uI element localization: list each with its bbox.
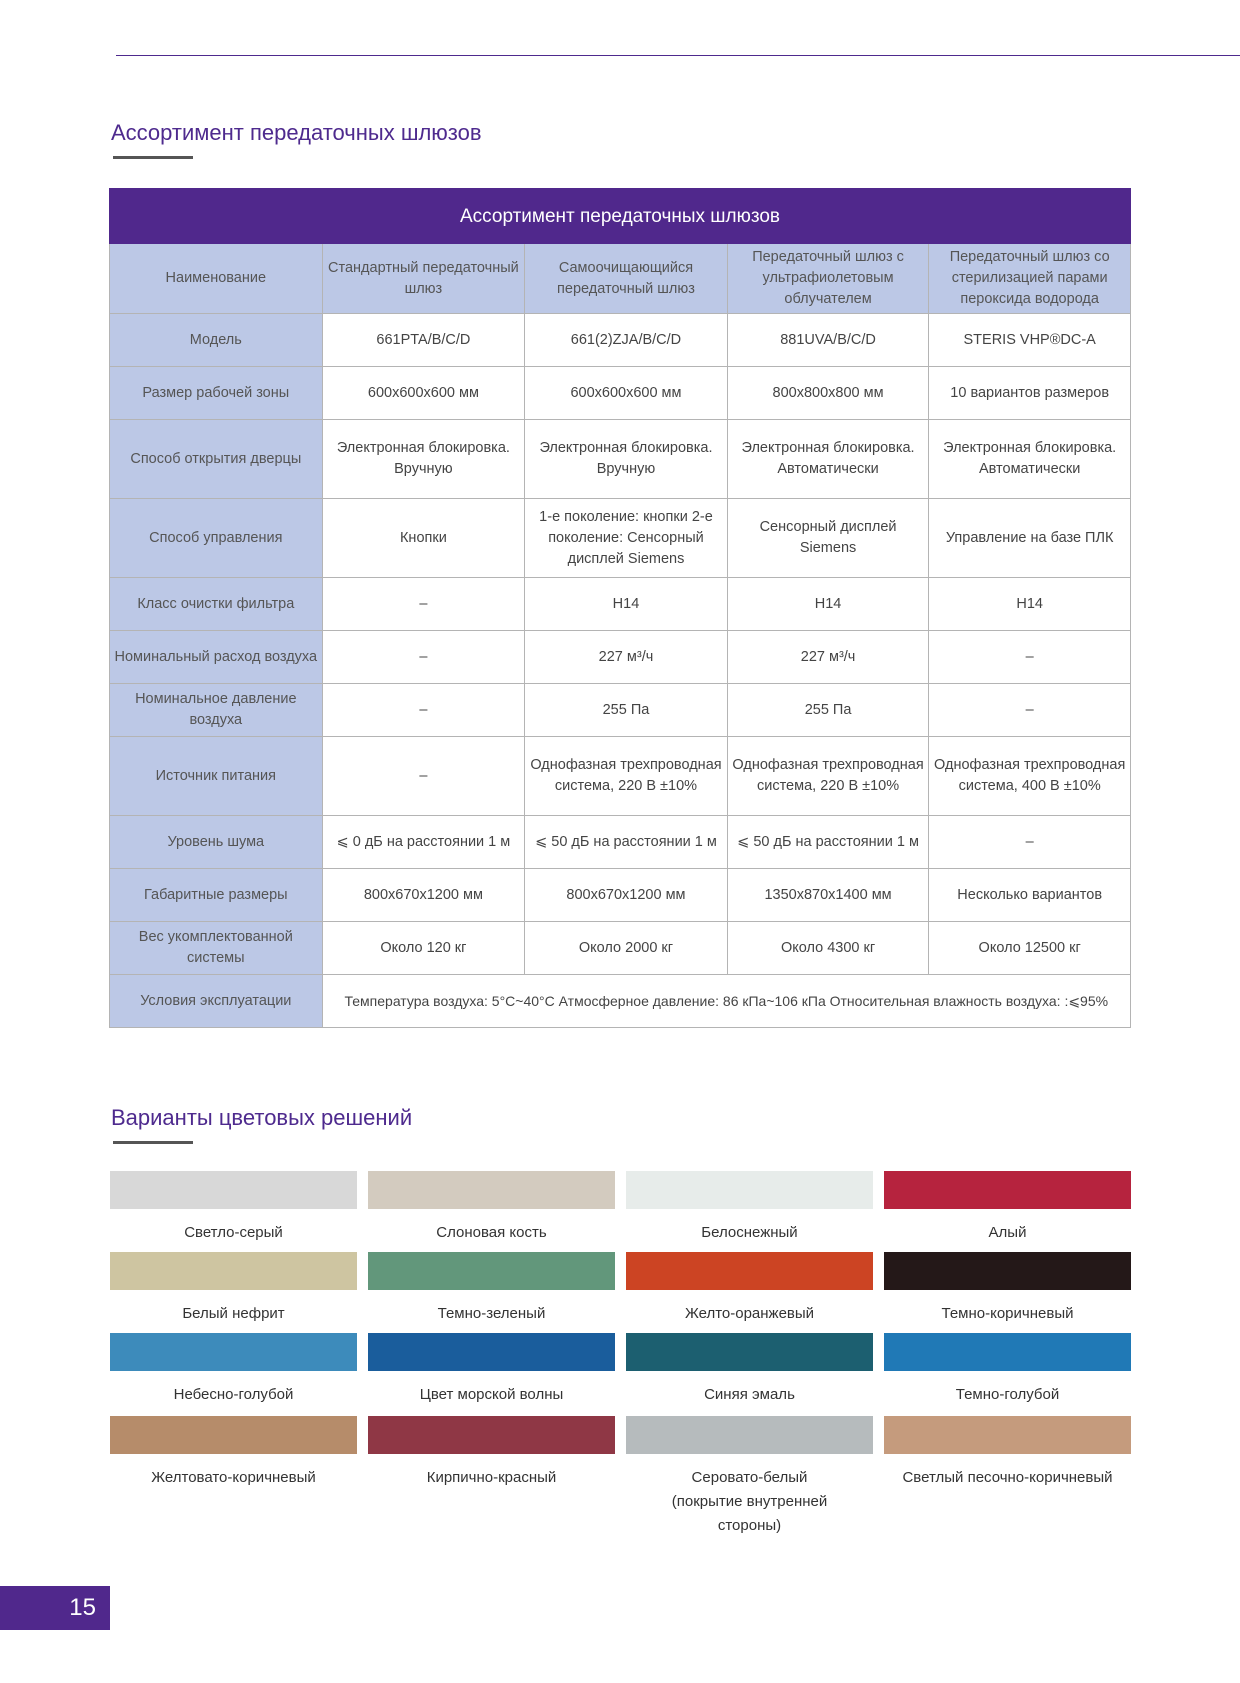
table-cell: 661PTA/B/C/D	[322, 314, 525, 367]
color-label: Темно-голубой	[955, 1386, 1060, 1403]
section-title-range: Ассортимент передаточных шлюзов	[111, 120, 482, 145]
color-label: Слоновая кость	[436, 1224, 547, 1241]
table-cell: 1-е поколение: кнопки 2-е поколение: Сенсорный дисплей Siemens	[525, 499, 728, 578]
spec-table	[109, 188, 1131, 1028]
color-swatch	[884, 1252, 1131, 1326]
table-cell: 661(2)ZJA/B/C/D	[525, 314, 728, 367]
color-bar	[884, 1252, 1131, 1290]
color-bar	[110, 1252, 357, 1290]
table-cell: Около 120 кг	[322, 922, 525, 975]
row-label: Вес укомплектованной системы	[110, 922, 323, 975]
table-cell: –	[322, 684, 525, 737]
color-bar	[368, 1416, 615, 1454]
table-cell: 600x600x600 мм	[525, 367, 728, 420]
table-cell: H14	[525, 578, 728, 631]
table-cell: 1350x870x1400 мм	[727, 869, 929, 922]
table-row	[110, 420, 1131, 499]
table-row	[110, 631, 1131, 684]
color-bar	[368, 1171, 615, 1209]
color-swatch	[368, 1252, 615, 1326]
table-cell: Электронная блокировка. Вручную	[322, 420, 525, 499]
table-cell: –	[929, 631, 1131, 684]
color-label: Темно-зеленый	[437, 1305, 546, 1322]
row-label: Уровень шума	[110, 816, 323, 869]
table-cell: Около 12500 кг	[929, 922, 1131, 975]
table-cell: H14	[929, 578, 1131, 631]
color-label: Темно-коричневый	[941, 1305, 1074, 1322]
table-cell: Около 2000 кг	[525, 922, 728, 975]
color-swatch	[368, 1171, 615, 1245]
table-cell: Однофазная трехпроводная система, 220 В ±10%	[727, 737, 929, 816]
table-row	[110, 499, 1131, 578]
table-row	[110, 367, 1131, 420]
color-label: Белый нефрит	[182, 1305, 285, 1322]
color-bar	[884, 1171, 1131, 1209]
color-swatch	[884, 1416, 1131, 1490]
table-row	[110, 684, 1131, 737]
color-swatch	[626, 1333, 873, 1407]
table-cell: Несколько вариантов	[929, 869, 1131, 922]
color-label: Желтовато-коричневый	[151, 1469, 316, 1486]
section-title-underline	[113, 1141, 193, 1144]
color-label: Серовато-белый (покрытие внутренней стороны)	[671, 1469, 828, 1534]
color-swatch	[884, 1333, 1131, 1407]
table-cell: –	[929, 684, 1131, 737]
table-cell: Однофазная трехпроводная система, 220 В ±10%	[525, 737, 728, 816]
table-cell: 10 вариантов размеров	[929, 367, 1131, 420]
row-label: Способ открытия дверцы	[110, 420, 323, 499]
row-label: Способ управления	[110, 499, 323, 578]
table-row	[110, 975, 1131, 1028]
row-label: Класс очистки фильтра	[110, 578, 323, 631]
color-swatch	[368, 1416, 615, 1490]
color-label: Светло-серый	[184, 1224, 283, 1241]
table-cell: –	[322, 631, 525, 684]
color-label: Небесно-голубой	[173, 1386, 294, 1403]
row-label: Условия эксплуатации	[110, 975, 323, 1028]
table-cell: Однофазная трехпроводная система, 400 В ±10%	[929, 737, 1131, 816]
color-label: Цвет морской волны	[419, 1386, 564, 1403]
color-bar	[884, 1333, 1131, 1371]
table-cell: 255 Па	[525, 684, 728, 737]
table-cell: –	[322, 737, 525, 816]
table-cell: Сенсорный дисплей Siemens	[727, 499, 929, 578]
color-label: Кирпично-красный	[426, 1469, 557, 1486]
table-cell: Электронная блокировка. Автоматически	[929, 420, 1131, 499]
row-label: Источник питания	[110, 737, 323, 816]
color-swatch	[626, 1252, 873, 1326]
table-caption: Ассортимент передаточных шлюзов	[110, 189, 1131, 244]
table-cell: 800x670x1200 мм	[322, 869, 525, 922]
column-header: Передаточный шлюз со стерилизацией парами пероксида водорода	[929, 244, 1131, 314]
section-title-colors: Варианты цветовых решений	[111, 1105, 413, 1130]
color-bar	[110, 1333, 357, 1371]
color-bar	[110, 1416, 357, 1454]
table-cell: Электронная блокировка. Автоматически	[727, 420, 929, 499]
row-label: Размер рабочей зоны	[110, 367, 323, 420]
table-cell: 800x670x1200 мм	[525, 869, 728, 922]
table-row	[110, 737, 1131, 816]
color-swatch	[110, 1252, 357, 1326]
table-row	[110, 816, 1131, 869]
color-label: Желто-оранжевый	[684, 1305, 815, 1322]
color-label: Синяя эмаль	[704, 1386, 795, 1403]
column-header: Стандартный передаточный шлюз	[322, 244, 525, 314]
table-cell: 881UVA/B/C/D	[727, 314, 929, 367]
table-cell: H14	[727, 578, 929, 631]
table-cell: Управление на базе ПЛК	[929, 499, 1131, 578]
conditions-cell: Температура воздуха: 5°C~40°C Атмосферное давление: 86 кПа~106 кПа Относительная влажность воздуха: :⩽95%	[322, 975, 1130, 1028]
table-row	[110, 314, 1131, 367]
table-cell: –	[929, 816, 1131, 869]
color-swatch	[368, 1333, 615, 1407]
table-cell: Около 4300 кг	[727, 922, 929, 975]
table-cell: Кнопки	[322, 499, 525, 578]
row-label: Номинальный расход воздуха	[110, 631, 323, 684]
table-cell: STERIS VHP®DC-A	[929, 314, 1131, 367]
color-swatch	[110, 1171, 357, 1245]
table-cell: 600x600x600 мм	[322, 367, 525, 420]
color-label: Алый	[988, 1224, 1027, 1241]
table-row	[110, 922, 1131, 975]
page-number: 15	[69, 1594, 96, 1621]
color-swatch	[110, 1333, 357, 1407]
color-bar	[626, 1252, 873, 1290]
column-header: Передаточный шлюз с ультрафиолетовым облучателем	[727, 244, 929, 314]
page-number-badge	[0, 1586, 110, 1630]
table-cell: ⩽ 50 дБ на расстоянии 1 м	[727, 816, 929, 869]
column-header: Самоочищающийся передаточный шлюз	[525, 244, 728, 314]
table-cell: 227 м³/ч	[525, 631, 728, 684]
row-label: Модель	[110, 314, 323, 367]
color-bar	[626, 1333, 873, 1371]
table-cell: 255 Па	[727, 684, 929, 737]
table-row	[110, 869, 1131, 922]
row-label: Габаритные размеры	[110, 869, 323, 922]
color-bar	[368, 1333, 615, 1371]
table-cell: Электронная блокировка. Вручную	[525, 420, 728, 499]
color-bar	[110, 1171, 357, 1209]
table-cell: ⩽ 50 дБ на расстоянии 1 м	[525, 816, 728, 869]
color-swatch	[626, 1416, 873, 1538]
color-bar	[884, 1416, 1131, 1454]
table-cell: 227 м³/ч	[727, 631, 929, 684]
header-label: Наименование	[110, 244, 323, 314]
table-cell: 800x800x800 мм	[727, 367, 929, 420]
color-bar	[626, 1416, 873, 1454]
row-label: Номинальное давление воздуха	[110, 684, 323, 737]
color-label: Белоснежный	[701, 1224, 798, 1241]
color-bar	[368, 1252, 615, 1290]
table-row	[110, 578, 1131, 631]
top-rule	[116, 55, 1240, 56]
color-label: Светлый песочно-коричневый	[902, 1469, 1113, 1486]
table-cell: ⩽ 0 дБ на расстоянии 1 м	[322, 816, 525, 869]
color-bar	[626, 1171, 873, 1209]
color-swatch	[626, 1171, 873, 1245]
section-title-underline	[113, 156, 193, 159]
table-cell: –	[322, 578, 525, 631]
color-swatch	[110, 1416, 357, 1490]
color-swatch	[884, 1171, 1131, 1245]
